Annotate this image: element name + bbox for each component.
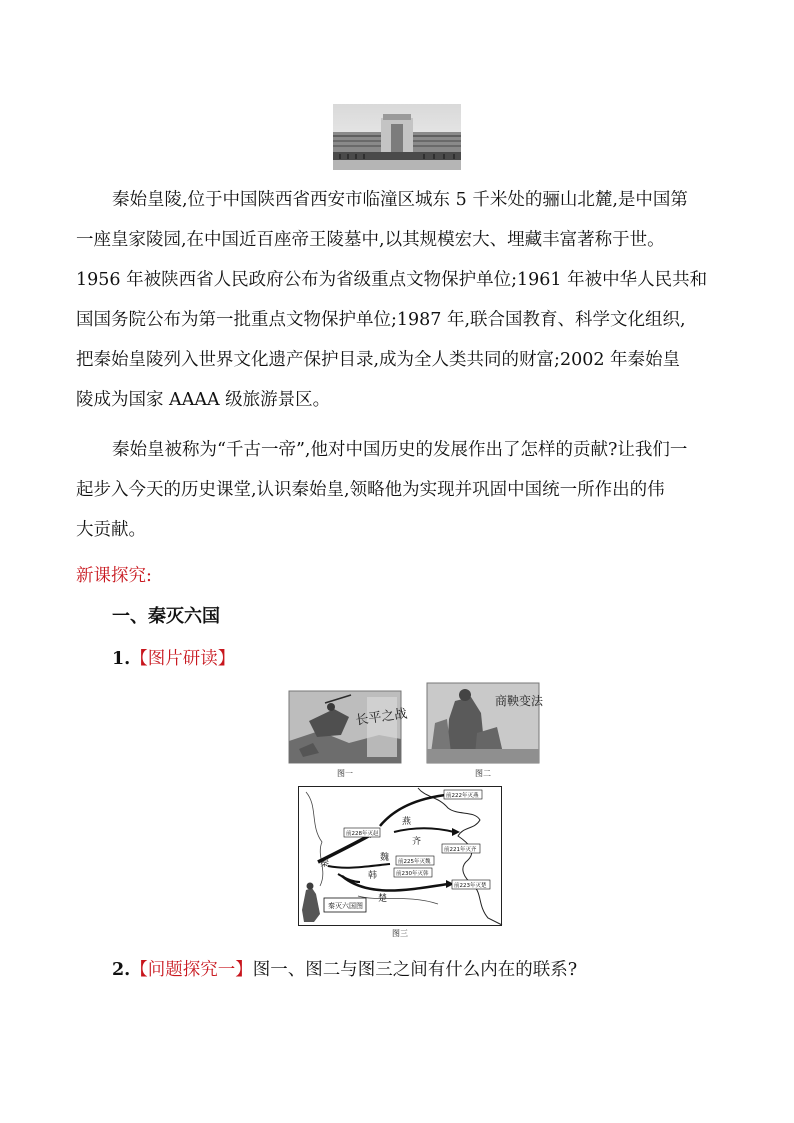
- intro-line: 国国务院公布为第一批重点文物保护单位;1987 年,联合国教育、科学文化组织,: [76, 310, 686, 330]
- intro-line: 1956 年被陕西省人民政府公布为省级重点文物保护单位;1961 年被中华人民共和: [76, 270, 708, 290]
- state-label: 秦: [320, 859, 330, 869]
- intro-line: 把秦始皇陵列入世界文化遗产保护目录,成为全人类共同的财富;2002 年秦始皇: [76, 350, 681, 370]
- item-bracket-label: 【图片研读】: [130, 649, 236, 669]
- item-number: 2.: [112, 960, 131, 980]
- intro-line: 秦始皇陵,位于中国陕西省西安市临潼区城东 5 千米处的骊山北麓,是中国第: [112, 190, 688, 210]
- state-label: 燕: [402, 817, 412, 827]
- question-paragraph: [76, 430, 722, 550]
- event-label: 前221年灭齐: [444, 847, 477, 853]
- figure-2-inscription: 商鞅变法: [494, 694, 544, 708]
- item-text: 图一、图二与图三之间有什么内在的联系?: [252, 960, 578, 980]
- figure-1-battle-image: [289, 691, 409, 763]
- figure-2-reform-image: [427, 683, 544, 763]
- state-label: 楚: [378, 894, 388, 904]
- item-1: [112, 645, 235, 673]
- legend-label: 秦灭六国图: [328, 902, 363, 910]
- intro-line: 一座皇家陵园,在中国近百座帝王陵墓中,以其规模宏大、埋藏丰富著称于世。: [76, 230, 665, 250]
- intro-paragraph: [76, 180, 722, 420]
- event-label: 前225年灭魏: [398, 859, 431, 865]
- section-label: 新课探究:: [76, 566, 152, 586]
- state-label: 魏: [380, 853, 390, 863]
- figure-2-caption: 图二: [475, 769, 491, 778]
- item-number: 1.: [112, 649, 131, 669]
- event-label: 前222年灭燕: [446, 793, 479, 799]
- mausoleum-photo: [333, 104, 461, 170]
- state-label: 齐: [412, 837, 422, 847]
- event-label: 前223年灭楚: [454, 883, 487, 889]
- intro-line: 陵成为国家 AAAA 级旅游景区。: [76, 390, 331, 410]
- figure-3-map: [298, 786, 502, 926]
- item-bracket-label: 【问题探究一】: [130, 960, 253, 980]
- question-line: 大贡献。: [76, 520, 146, 540]
- section-heading: 一、秦灭六国: [112, 606, 220, 627]
- event-label: 前228年灭赵: [346, 831, 379, 837]
- figure-1-inscription: 长平之战: [354, 706, 409, 729]
- question-line: 秦始皇被称为“千古一帝”,他对中国历史的发展作出了怎样的贡献?让我们一: [112, 440, 688, 460]
- state-label: 韩: [368, 871, 378, 881]
- question-line: 起步入今天的历史课堂,认识秦始皇,领略他为实现并巩固中国统一所作出的伟: [76, 480, 665, 500]
- item-2: [112, 956, 577, 984]
- figure-3-caption: 图三: [392, 929, 408, 938]
- event-label: 前230年灭韩: [396, 871, 429, 877]
- figure-1-caption: 图一: [337, 769, 353, 778]
